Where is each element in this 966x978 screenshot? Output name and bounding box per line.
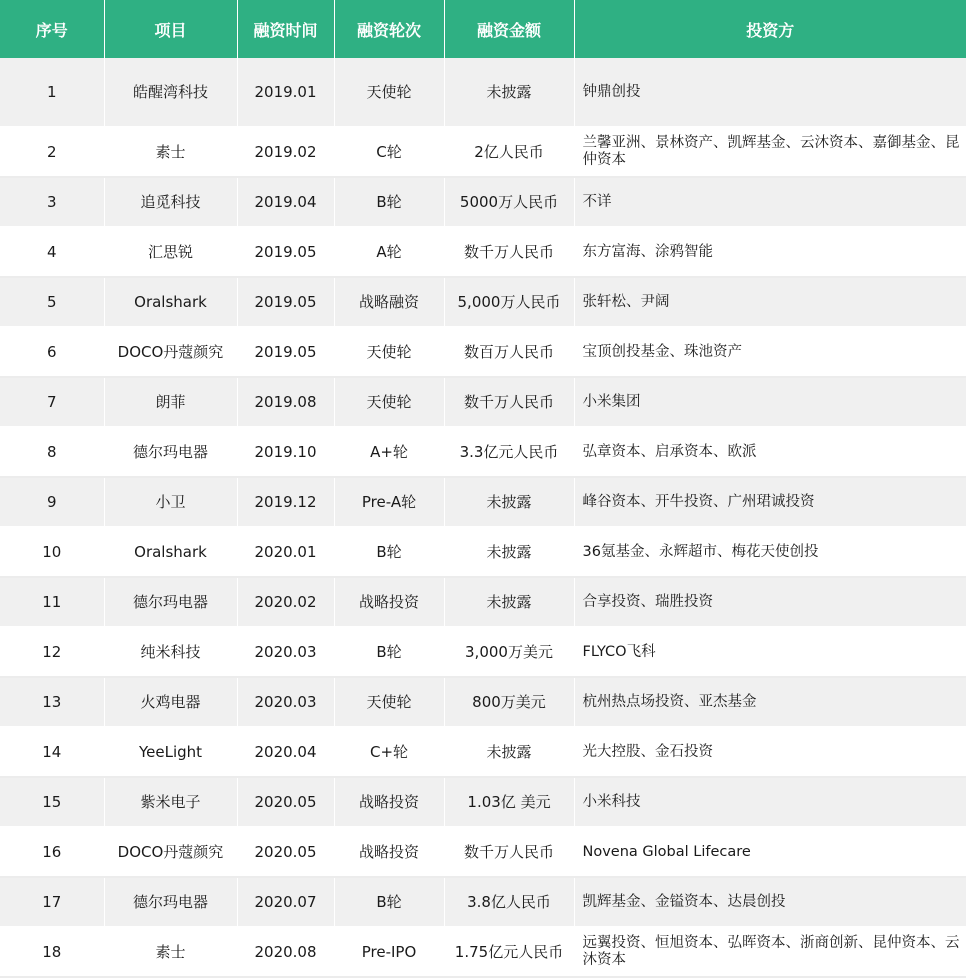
cell-investors: 杭州热点场投资、亚杰基金: [574, 677, 966, 727]
cell-investors: 宝顶创投基金、珠池资产: [574, 327, 966, 377]
cell-no: 13: [0, 677, 104, 727]
cell-date: 2020.01: [237, 527, 334, 577]
cell-no: 9: [0, 477, 104, 527]
cell-date: 2020.04: [237, 727, 334, 777]
cell-amount: 未披露: [444, 527, 574, 577]
cell-project: DOCO丹蔻颜究: [104, 327, 237, 377]
cell-round: C+轮: [334, 727, 444, 777]
cell-amount: 1.75亿元人民币: [444, 927, 574, 977]
cell-no: 7: [0, 377, 104, 427]
cell-no: 14: [0, 727, 104, 777]
cell-project: 紫米电子: [104, 777, 237, 827]
table-row: [0, 677, 966, 727]
column-header-investors: 投资方: [574, 0, 966, 58]
cell-amount: 800万美元: [444, 677, 574, 727]
cell-no: 8: [0, 427, 104, 477]
cell-no: 5: [0, 277, 104, 327]
cell-amount: 未披露: [444, 477, 574, 527]
cell-project: Oralshark: [104, 277, 237, 327]
cell-amount: 数千万人民币: [444, 227, 574, 277]
cell-investors: 合享投资、瑞胜投资: [574, 577, 966, 627]
cell-date: 2020.05: [237, 827, 334, 877]
cell-amount: 未披露: [444, 58, 574, 127]
cell-round: B轮: [334, 177, 444, 227]
table-row: [0, 777, 966, 827]
cell-project: 朗菲: [104, 377, 237, 427]
cell-project: 素士: [104, 927, 237, 977]
table-body: [0, 58, 966, 977]
cell-project: 皓醒湾科技: [104, 58, 237, 127]
cell-investors: 张轩松、尹阔: [574, 277, 966, 327]
cell-investors: 峰谷资本、开牛投资、广州珺诚投资: [574, 477, 966, 527]
cell-project: DOCO丹蔻颜究: [104, 827, 237, 877]
cell-round: C轮: [334, 127, 444, 177]
cell-investors: 兰馨亚洲、景林资产、凯辉基金、云沐资本、嘉御基金、昆仲资本: [574, 127, 966, 177]
cell-date: 2019.05: [237, 227, 334, 277]
cell-no: 6: [0, 327, 104, 377]
table-row: [0, 527, 966, 577]
cell-investors: 36氪基金、永辉超市、梅花天使创投: [574, 527, 966, 577]
cell-project: 德尔玛电器: [104, 427, 237, 477]
cell-round: 天使轮: [334, 377, 444, 427]
cell-no: 12: [0, 627, 104, 677]
cell-project: 火鸡电器: [104, 677, 237, 727]
cell-no: 17: [0, 877, 104, 927]
cell-project: 德尔玛电器: [104, 577, 237, 627]
cell-round: A+轮: [334, 427, 444, 477]
cell-date: 2019.02: [237, 127, 334, 177]
cell-amount: 5000万人民币: [444, 177, 574, 227]
cell-investors: 东方富海、涂鸦智能: [574, 227, 966, 277]
cell-project: 小卫: [104, 477, 237, 527]
cell-investors: 小米科技: [574, 777, 966, 827]
cell-investors: Novena Global Lifecare: [574, 827, 966, 877]
table-row: [0, 577, 966, 627]
table-row: [0, 477, 966, 527]
cell-round: B轮: [334, 877, 444, 927]
table-row: [0, 927, 966, 977]
cell-date: 2020.07: [237, 877, 334, 927]
cell-date: 2019.05: [237, 277, 334, 327]
cell-date: 2019.10: [237, 427, 334, 477]
table-row: [0, 627, 966, 677]
cell-project: 德尔玛电器: [104, 877, 237, 927]
table-row: [0, 427, 966, 477]
column-header-amount: 融资金额: [444, 0, 574, 58]
cell-investors: FLYCO飞科: [574, 627, 966, 677]
cell-no: 3: [0, 177, 104, 227]
cell-round: Pre-IPO: [334, 927, 444, 977]
cell-no: 1: [0, 58, 104, 127]
cell-round: 战略融资: [334, 277, 444, 327]
cell-amount: 3,000万美元: [444, 627, 574, 677]
table-row: [0, 277, 966, 327]
cell-round: A轮: [334, 227, 444, 277]
table-row: [0, 177, 966, 227]
cell-amount: 未披露: [444, 577, 574, 627]
table-row: [0, 377, 966, 427]
cell-no: 15: [0, 777, 104, 827]
cell-round: 战略投资: [334, 827, 444, 877]
cell-investors: 不详: [574, 177, 966, 227]
cell-round: 战略投资: [334, 777, 444, 827]
cell-amount: 数千万人民币: [444, 377, 574, 427]
cell-date: 2019.05: [237, 327, 334, 377]
cell-date: 2019.01: [237, 58, 334, 127]
column-header-no: 序号: [0, 0, 104, 58]
cell-date: 2019.04: [237, 177, 334, 227]
cell-no: 11: [0, 577, 104, 627]
cell-project: YeeLight: [104, 727, 237, 777]
cell-amount: 未披露: [444, 727, 574, 777]
table-row: [0, 877, 966, 927]
table-row: [0, 327, 966, 377]
table-row: [0, 827, 966, 877]
table-row: [0, 58, 966, 127]
cell-date: 2019.08: [237, 377, 334, 427]
cell-project: Oralshark: [104, 527, 237, 577]
cell-investors: 弘章资本、启承资本、欧派: [574, 427, 966, 477]
cell-amount: 5,000万人民币: [444, 277, 574, 327]
cell-amount: 数千万人民币: [444, 827, 574, 877]
cell-date: 2020.05: [237, 777, 334, 827]
table-row: [0, 727, 966, 777]
table-header: [0, 0, 966, 58]
cell-amount: 3.8亿人民币: [444, 877, 574, 927]
cell-round: 天使轮: [334, 327, 444, 377]
column-header-date: 融资时间: [237, 0, 334, 58]
cell-investors: 光大控股、金石投资: [574, 727, 966, 777]
cell-no: 4: [0, 227, 104, 277]
cell-round: 战略投资: [334, 577, 444, 627]
cell-round: Pre-A轮: [334, 477, 444, 527]
table-row: [0, 127, 966, 177]
cell-date: 2019.12: [237, 477, 334, 527]
cell-no: 10: [0, 527, 104, 577]
cell-investors: 钟鼎创投: [574, 58, 966, 127]
cell-date: 2020.03: [237, 627, 334, 677]
cell-investors: 凯辉基金、金镒资本、达晨创投: [574, 877, 966, 927]
cell-date: 2020.02: [237, 577, 334, 627]
cell-round: B轮: [334, 627, 444, 677]
cell-round: 天使轮: [334, 58, 444, 127]
cell-no: 2: [0, 127, 104, 177]
cell-investors: 小米集团: [574, 377, 966, 427]
cell-amount: 2亿人民币: [444, 127, 574, 177]
cell-no: 16: [0, 827, 104, 877]
cell-project: 素士: [104, 127, 237, 177]
cell-round: B轮: [334, 527, 444, 577]
column-header-round: 融资轮次: [334, 0, 444, 58]
cell-date: 2020.03: [237, 677, 334, 727]
header-row: [0, 0, 966, 58]
cell-amount: 3.3亿元人民币: [444, 427, 574, 477]
column-header-project: 项目: [104, 0, 237, 58]
cell-amount: 1.03亿 美元: [444, 777, 574, 827]
cell-amount: 数百万人民币: [444, 327, 574, 377]
cell-project: 追觅科技: [104, 177, 237, 227]
cell-date: 2020.08: [237, 927, 334, 977]
cell-project: 纯米科技: [104, 627, 237, 677]
cell-no: 18: [0, 927, 104, 977]
cell-project: 汇思锐: [104, 227, 237, 277]
table-row: [0, 227, 966, 277]
cell-investors: 远翼投资、恒旭资本、弘晖资本、浙商创新、昆仲资本、云沐资本: [574, 927, 966, 977]
cell-round: 天使轮: [334, 677, 444, 727]
